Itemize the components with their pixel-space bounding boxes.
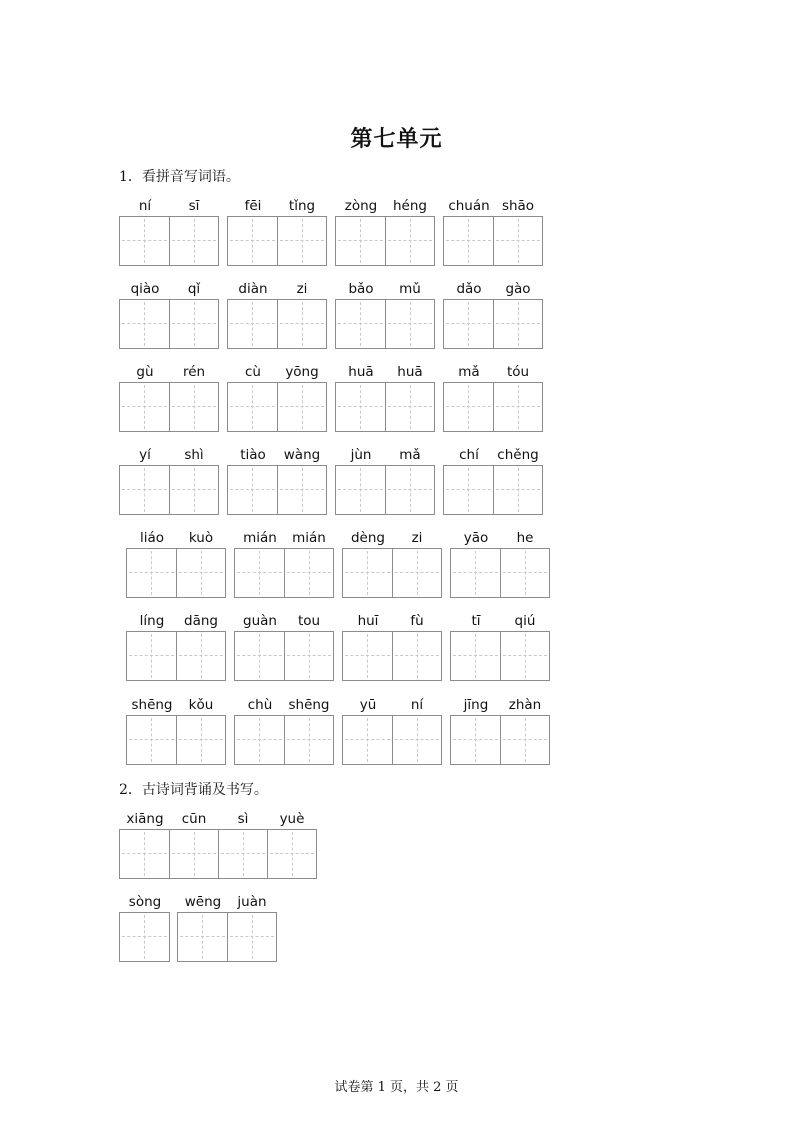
writing-cell[interactable] xyxy=(451,549,500,597)
writing-cell[interactable] xyxy=(235,632,284,680)
pinyin-label: jùn xyxy=(350,447,372,463)
writing-cell[interactable] xyxy=(500,632,549,680)
pinyin-label: he xyxy=(516,530,534,546)
pinyin-label: chuán xyxy=(448,198,490,214)
writing-cell[interactable] xyxy=(385,466,434,514)
pinyin-label: qiú xyxy=(514,613,536,629)
writing-box-group xyxy=(342,715,442,765)
pinyin-label: tóu xyxy=(506,364,530,380)
writing-box-group xyxy=(450,548,550,598)
writing-cell[interactable] xyxy=(127,716,176,764)
writing-cell[interactable] xyxy=(444,217,493,265)
pinyin-label: wàng xyxy=(283,447,321,463)
pinyin-label: sì xyxy=(237,811,249,827)
writing-cell[interactable] xyxy=(385,300,434,348)
pinyin-label: shì xyxy=(184,447,204,463)
pinyin-label: dèng xyxy=(350,530,385,546)
pinyin-label: shāo xyxy=(501,198,535,214)
pinyin-label: cù xyxy=(245,364,261,380)
pinyin-label: tiào xyxy=(240,447,266,463)
writing-cell[interactable] xyxy=(500,716,549,764)
writing-cell[interactable] xyxy=(277,300,326,348)
writing-cell[interactable] xyxy=(127,632,176,680)
writing-cell[interactable] xyxy=(169,383,218,431)
writing-cell[interactable] xyxy=(493,383,542,431)
pinyin-label: huā xyxy=(348,364,374,380)
pinyin-label: shēng xyxy=(131,697,173,713)
writing-cell[interactable] xyxy=(343,632,392,680)
pinyin-label: zi xyxy=(296,281,308,297)
pinyin-label: yāo xyxy=(463,530,489,546)
writing-cell[interactable] xyxy=(444,383,493,431)
writing-box-group xyxy=(443,465,543,515)
pinyin-label: fēi xyxy=(244,198,262,214)
page-footer: 试卷第 1 页，共 2 页 xyxy=(334,1080,459,1095)
pinyin-label: chěng xyxy=(497,447,539,463)
writing-box-group xyxy=(450,631,550,681)
writing-cell[interactable] xyxy=(284,632,333,680)
pinyin-label: gù xyxy=(136,364,154,380)
writing-cell[interactable] xyxy=(277,466,326,514)
writing-box-group xyxy=(443,299,543,349)
writing-cell[interactable] xyxy=(336,383,385,431)
writing-cell[interactable] xyxy=(392,716,441,764)
writing-cell[interactable] xyxy=(228,383,277,431)
pinyin-label: kuò xyxy=(188,530,214,546)
writing-box-group xyxy=(234,548,334,598)
writing-cell[interactable] xyxy=(120,466,169,514)
pinyin-label: chù xyxy=(247,697,273,713)
pinyin-label: zhàn xyxy=(508,697,542,713)
pinyin-label: rén xyxy=(182,364,206,380)
pinyin-label: dǎo xyxy=(456,281,482,297)
pinyin-label: sòng xyxy=(128,894,162,910)
writing-box-group xyxy=(335,299,435,349)
page-title: 第七单元 xyxy=(350,126,443,152)
pinyin-label: qǐ xyxy=(187,281,201,297)
pinyin-label: huā xyxy=(397,364,423,380)
writing-box-group xyxy=(335,216,435,266)
writing-cell[interactable] xyxy=(120,383,169,431)
writing-cell[interactable] xyxy=(178,913,227,961)
writing-box-group xyxy=(450,715,550,765)
writing-cell[interactable] xyxy=(176,549,225,597)
writing-cell[interactable] xyxy=(336,300,385,348)
pinyin-label: diàn xyxy=(238,281,268,297)
pinyin-label: líng xyxy=(139,613,165,629)
writing-cell[interactable] xyxy=(336,217,385,265)
writing-box-group xyxy=(126,631,226,681)
pinyin-label: fù xyxy=(410,613,424,629)
writing-cell[interactable] xyxy=(493,466,542,514)
writing-cell[interactable] xyxy=(385,383,434,431)
writing-box-group xyxy=(119,912,170,962)
writing-box-group xyxy=(119,465,219,515)
writing-box-group xyxy=(342,548,442,598)
writing-cell[interactable] xyxy=(120,300,169,348)
pinyin-label: mián xyxy=(292,530,326,546)
pinyin-label: jīng xyxy=(463,697,489,713)
writing-cell[interactable] xyxy=(176,716,225,764)
pinyin-label: juàn xyxy=(237,894,267,910)
writing-cell[interactable] xyxy=(228,217,277,265)
writing-cell[interactable] xyxy=(169,830,218,878)
pinyin-label: ní xyxy=(138,198,152,214)
writing-box-group xyxy=(177,912,277,962)
writing-box-group xyxy=(342,631,442,681)
writing-cell[interactable] xyxy=(120,913,169,961)
pinyin-label: yí xyxy=(139,447,151,463)
writing-cell[interactable] xyxy=(336,466,385,514)
writing-box-group xyxy=(234,715,334,765)
writing-box-group xyxy=(335,382,435,432)
writing-cell[interactable] xyxy=(392,549,441,597)
writing-cell[interactable] xyxy=(277,217,326,265)
writing-cell[interactable] xyxy=(169,217,218,265)
pinyin-label: mǔ xyxy=(399,281,421,297)
writing-cell[interactable] xyxy=(444,300,493,348)
writing-cell[interactable] xyxy=(500,549,549,597)
pinyin-label: ní xyxy=(410,697,424,713)
pinyin-label: chí xyxy=(459,447,479,463)
pinyin-label: yuè xyxy=(279,811,305,827)
writing-box-group xyxy=(119,299,219,349)
writing-box-group xyxy=(234,631,334,681)
writing-cell[interactable] xyxy=(343,716,392,764)
writing-box-group xyxy=(227,382,327,432)
pinyin-label: cūn xyxy=(181,811,207,827)
pinyin-label: yōng xyxy=(285,364,319,380)
pinyin-label: mǎ xyxy=(399,447,421,463)
pinyin-label: bǎo xyxy=(348,281,374,297)
writing-box-group xyxy=(443,382,543,432)
pinyin-label: zòng xyxy=(344,198,378,214)
pinyin-label: gào xyxy=(505,281,531,297)
pinyin-label: liáo xyxy=(139,530,165,546)
writing-box-group xyxy=(443,216,543,266)
writing-cell[interactable] xyxy=(127,549,176,597)
writing-cell[interactable] xyxy=(227,913,276,961)
pinyin-label: héng xyxy=(393,198,427,214)
writing-cell[interactable] xyxy=(120,217,169,265)
writing-box-group xyxy=(119,216,219,266)
writing-box-group xyxy=(126,715,226,765)
pinyin-label: sī xyxy=(188,198,200,214)
writing-cell[interactable] xyxy=(451,632,500,680)
pinyin-label: guàn xyxy=(243,613,277,629)
writing-box-group xyxy=(227,299,327,349)
pinyin-label: tǐng xyxy=(288,198,316,214)
writing-cell[interactable] xyxy=(228,300,277,348)
writing-cell[interactable] xyxy=(228,466,277,514)
question-1-title: 1．看拼音写词语。 xyxy=(119,169,240,185)
pinyin-label: tī xyxy=(471,613,481,629)
pinyin-label: yū xyxy=(359,697,377,713)
writing-cell[interactable] xyxy=(267,830,316,878)
pinyin-label: zi xyxy=(411,530,423,546)
writing-cell[interactable] xyxy=(218,830,267,878)
writing-box-group xyxy=(335,465,435,515)
pinyin-label: dāng xyxy=(184,613,218,629)
writing-cell[interactable] xyxy=(392,632,441,680)
writing-cell[interactable] xyxy=(120,830,169,878)
writing-cell[interactable] xyxy=(493,300,542,348)
writing-cell[interactable] xyxy=(451,716,500,764)
writing-box-group xyxy=(119,382,219,432)
writing-cell[interactable] xyxy=(343,549,392,597)
writing-cell[interactable] xyxy=(169,466,218,514)
writing-cell[interactable] xyxy=(385,217,434,265)
writing-cell[interactable] xyxy=(284,549,333,597)
writing-box-group xyxy=(227,465,327,515)
pinyin-label: shēng xyxy=(288,697,330,713)
writing-cell[interactable] xyxy=(169,300,218,348)
pinyin-label: qiào xyxy=(130,281,160,297)
writing-cell[interactable] xyxy=(284,716,333,764)
pinyin-label: xiāng xyxy=(126,811,164,827)
writing-box-group xyxy=(227,216,327,266)
pinyin-label: huī xyxy=(357,613,379,629)
pinyin-label: mián xyxy=(243,530,277,546)
question-2-title: 2．古诗词背诵及书写。 xyxy=(119,782,268,798)
pinyin-label: mǎ xyxy=(458,364,480,380)
writing-box-group xyxy=(119,829,317,879)
pinyin-label: tou xyxy=(297,613,321,629)
writing-cell[interactable] xyxy=(277,383,326,431)
writing-cell[interactable] xyxy=(235,549,284,597)
writing-cell[interactable] xyxy=(444,466,493,514)
writing-box-group xyxy=(126,548,226,598)
writing-cell[interactable] xyxy=(235,716,284,764)
pinyin-label: kǒu xyxy=(188,697,214,713)
writing-cell[interactable] xyxy=(493,217,542,265)
pinyin-label: wēng xyxy=(184,894,222,910)
writing-cell[interactable] xyxy=(176,632,225,680)
